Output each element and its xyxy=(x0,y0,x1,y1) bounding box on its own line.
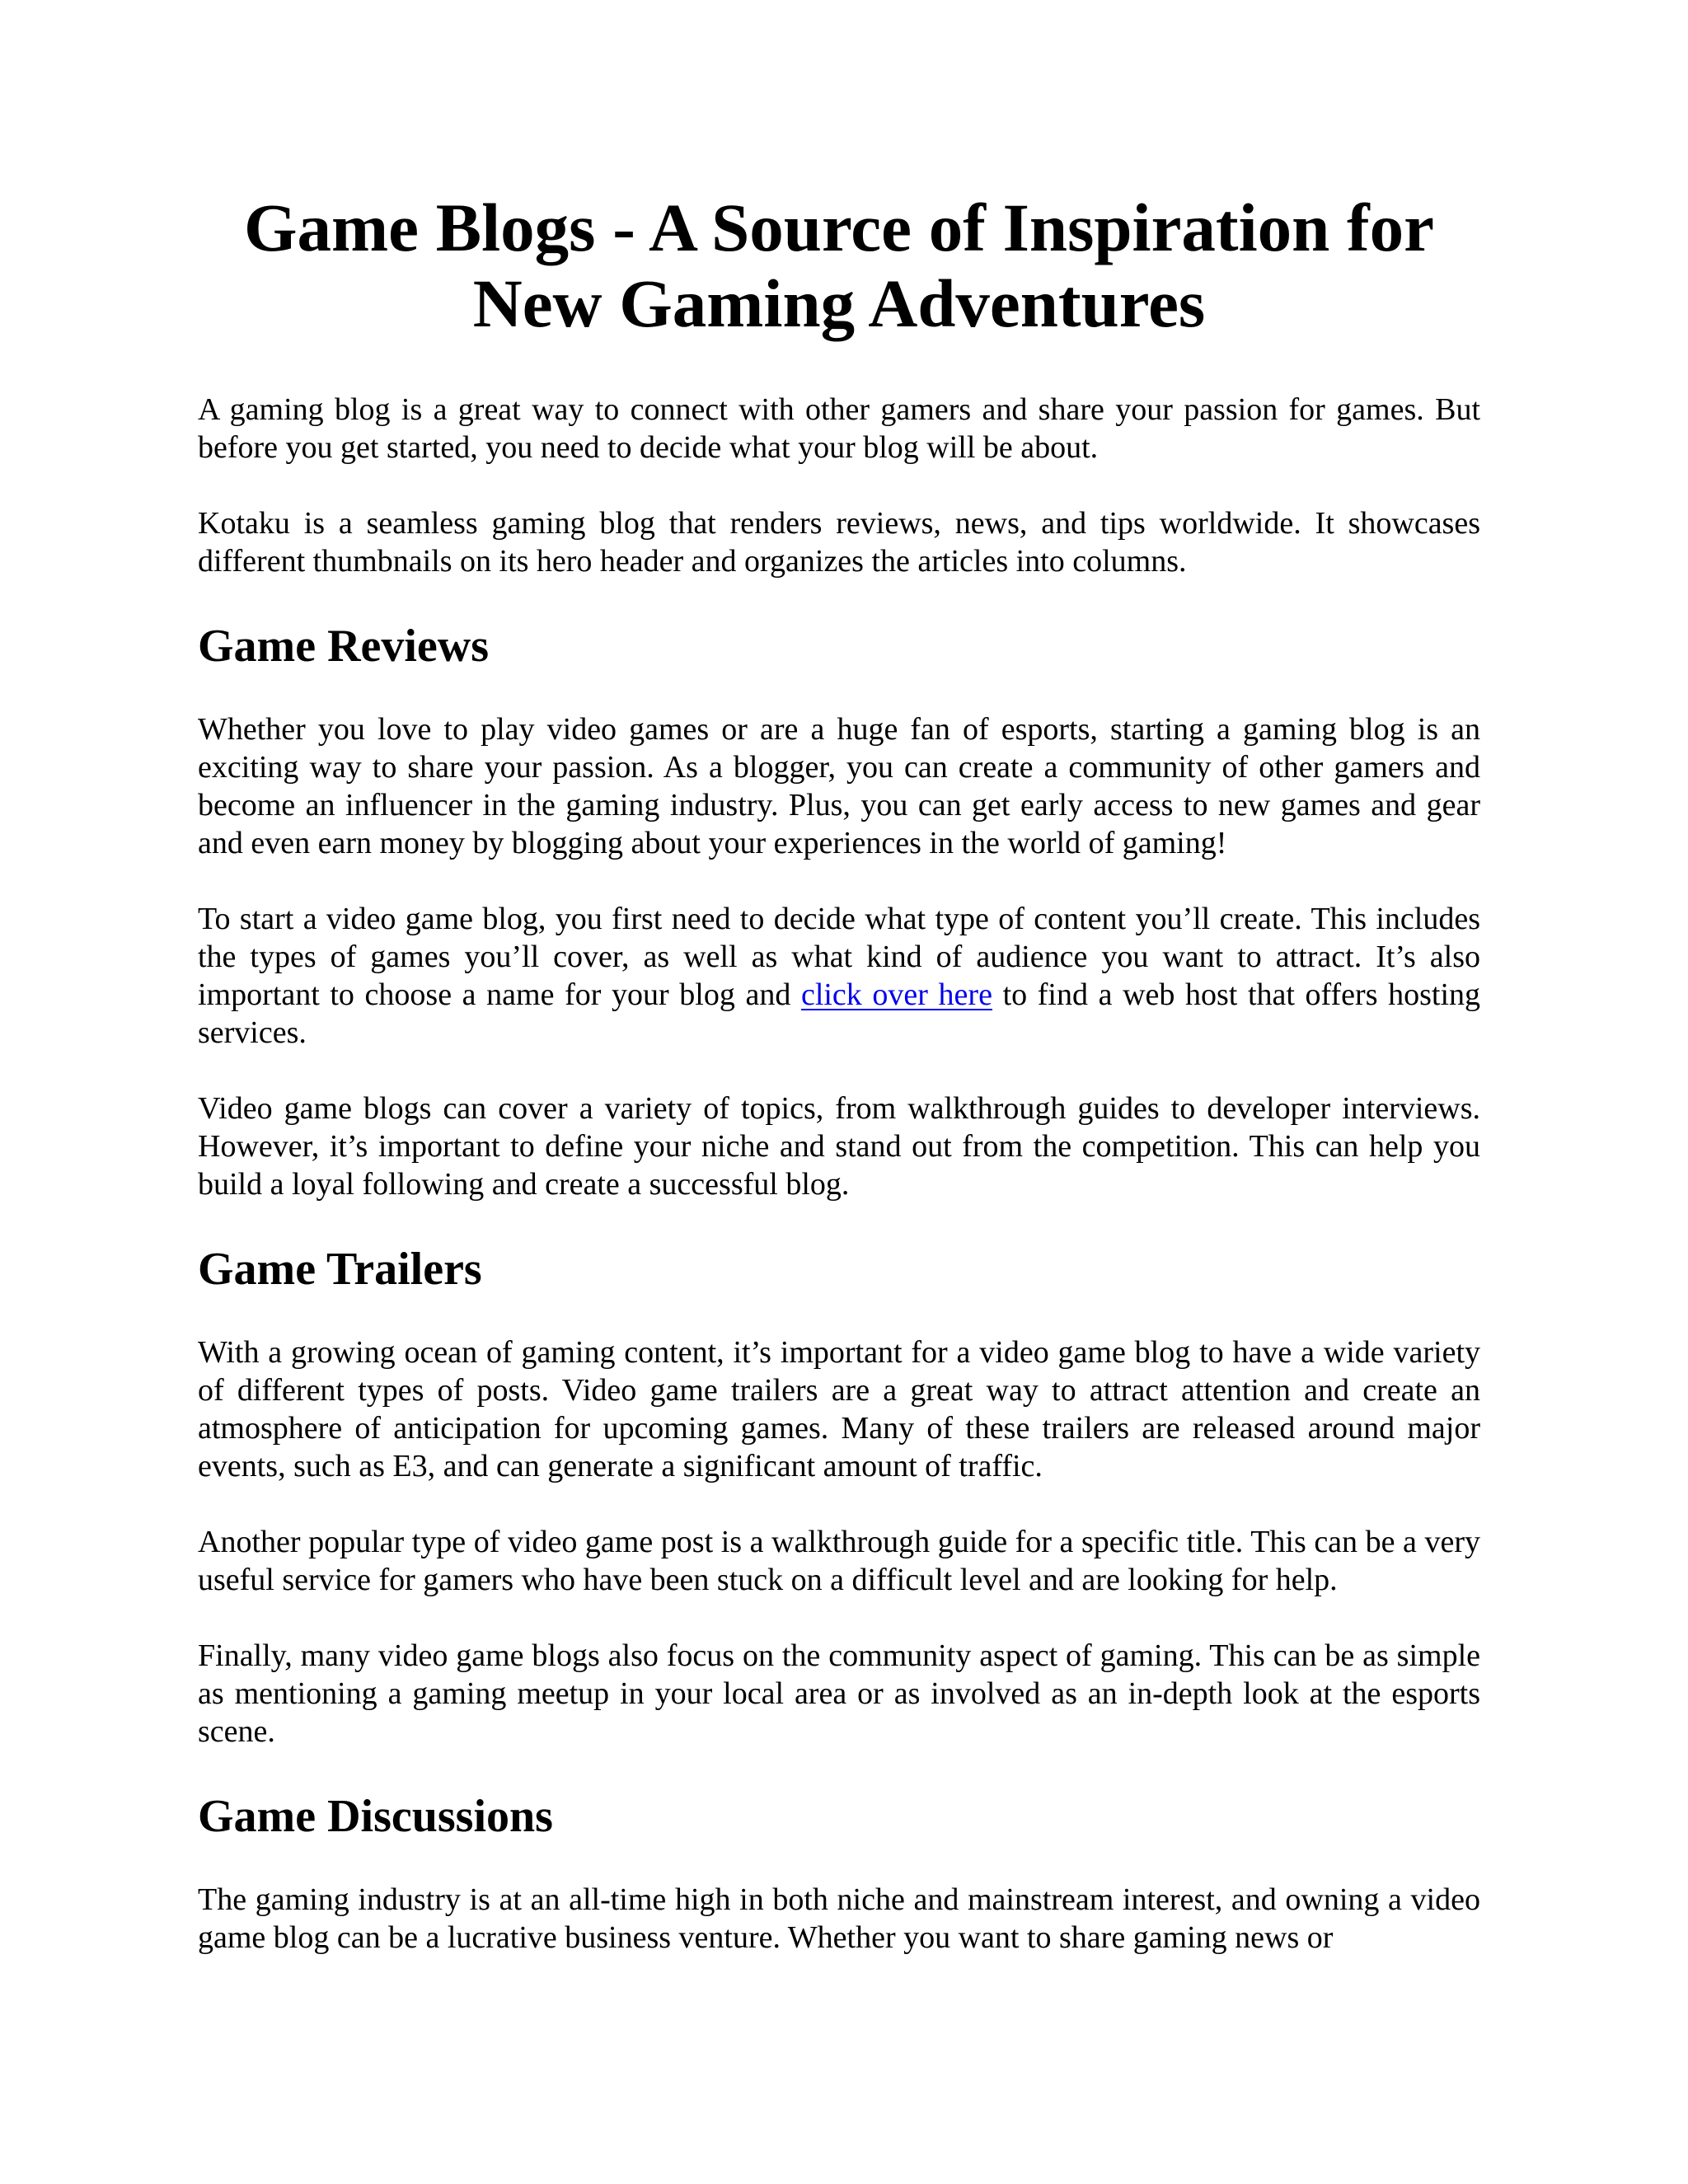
trailers-paragraph-2: Another popular type of video game post is a walkthrough guide for a specific title. This can be a very useful service for gamers who have been stuck on a difficult level and are looking for help. xyxy=(198,1525,1480,1597)
discussions-paragraph-1: The gaming industry is at an all-time high in both niche and mainstream interest, and owning a video game blog can be a lucrative business venture. Whether you want to share gaming news or xyxy=(198,1882,1480,1955)
reviews-paragraph-1: Whether you love to play video games or are a huge fan of esports, starting a gaming blog is an exciting way to share your passion. As a blogger, you can create a community of other gamers and become an influencer in the gaming industry. Plus, you can get early access to new games and gear and even earn money by blogging about your experiences in the world of gaming! xyxy=(198,712,1480,860)
intro-paragraph-2: Kotaku is a seamless gaming blog that renders reviews, news, and tips worldwide. It showcases different thumbnails on its hero header and organizes the articles into columns. xyxy=(198,506,1480,579)
section-heading-reviews: Game Reviews xyxy=(198,621,490,672)
page-title xyxy=(198,190,1480,341)
reviews-paragraph-2-text-b: to find a web host that offers hosting services. xyxy=(198,977,1481,1050)
document-page xyxy=(198,190,1480,1957)
click-over-here-link[interactable]: click over here xyxy=(800,977,992,1012)
page-title-line-1: Game Blogs - A Source of Inspiration for xyxy=(243,190,1435,265)
section-heading-discussions: Game Discussions xyxy=(198,1791,553,1842)
intro-paragraph-1: A gaming blog is a great way to connect with other gamers and share your passion for games. But before you get started, you need to decide what your blog will be about. xyxy=(198,392,1480,465)
reviews-paragraph-2 xyxy=(198,900,1480,1052)
page-title-line-2: New Gaming Adventures xyxy=(472,265,1206,341)
reviews-paragraph-2-text-a: To start a video game blog, you first need to decide what type of content you’ll create. This includes the types of games you’ll cover, as well as what kind of audience you want to attract. It’s also important to choose a name for your blog and xyxy=(198,902,1480,1012)
trailers-paragraph-1: With a growing ocean of gaming content, it’s important for a video game blog to have a wide variety of different types of posts. Video game trailers are a great way to attract attention and create an atmosphere of anticipation for upcoming games. Many of these trailers are released around major events, such as E3, and can generate a significant amount of traffic. xyxy=(198,1335,1480,1483)
section-heading-trailers: Game Trailers xyxy=(198,1244,482,1295)
trailers-paragraph-3: Finally, many video game blogs also focus on the community aspect of gaming. This can be as simple as mentioning a gaming meetup in your local area or as involved as an in-depth look at the esports scene. xyxy=(198,1638,1480,1749)
reviews-paragraph-3: Video game blogs can cover a variety of topics, from walkthrough guides to developer interviews. However, it’s important to define your niche and stand out from the competition. This can help you build a loyal following and create a successful blog. xyxy=(198,1091,1480,1202)
